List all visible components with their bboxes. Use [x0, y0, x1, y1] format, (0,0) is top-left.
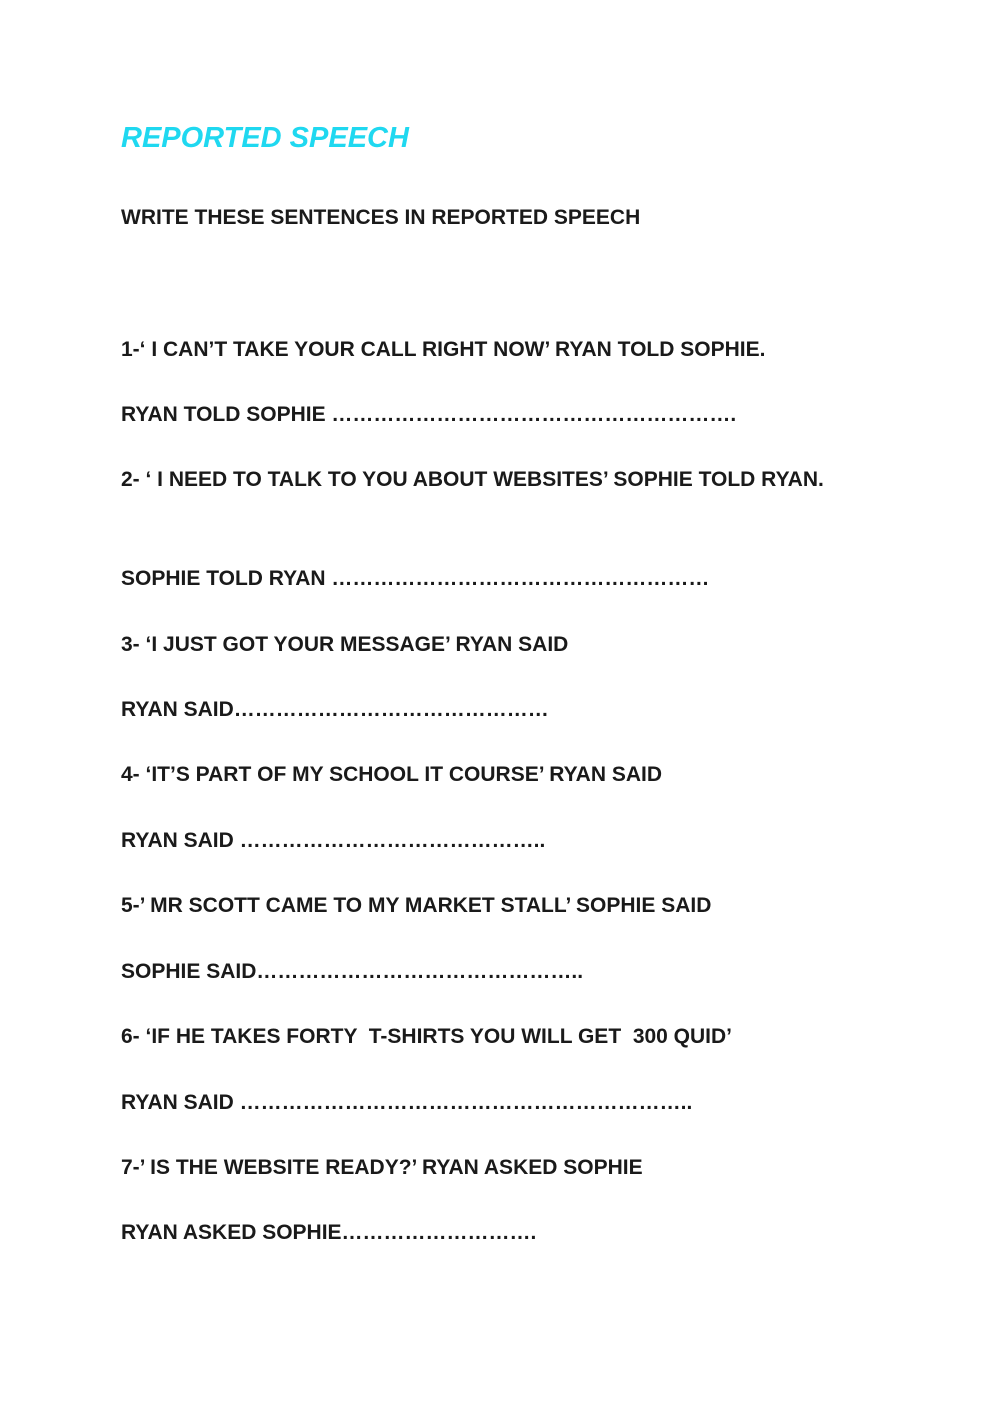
- question-1-prompt: 1-‘ I CAN’T TAKE YOUR CALL RIGHT NOW’ RYAN TOLD SOPHIE.: [121, 338, 766, 361]
- question-2-prompt: 2- ‘ I NEED TO TALK TO YOU ABOUT WEBSITES’ SOPHIE TOLD RYAN.: [121, 468, 824, 491]
- question-7-answer-line[interactable]: RYAN ASKED SOPHIE……………………….: [121, 1221, 537, 1244]
- question-3-answer-line[interactable]: RYAN SAID………………………………………: [121, 698, 549, 721]
- question-7-prompt: 7-’ IS THE WEBSITE READY?’ RYAN ASKED SOPHIE: [121, 1156, 643, 1179]
- question-6-answer-line[interactable]: RYAN SAID ………………………………………………………..: [121, 1091, 693, 1114]
- question-2-answer-line[interactable]: SOPHIE TOLD RYAN ………………………………………………: [121, 567, 710, 590]
- question-4-prompt: 4- ‘IT’S PART OF MY SCHOOL IT COURSE’ RYAN SAID: [121, 763, 663, 786]
- question-5-prompt: 5-’ MR SCOTT CAME TO MY MARKET STALL’ SOPHIE SAID: [121, 894, 712, 917]
- question-5-answer-line[interactable]: SOPHIE SAID………………………………………..: [121, 960, 584, 983]
- question-1-answer-line[interactable]: RYAN TOLD SOPHIE ………………………………………………….: [121, 403, 737, 426]
- instruction: WRITE THESE SENTENCES IN REPORTED SPEECH: [121, 206, 641, 229]
- question-3-prompt: 3- ‘I JUST GOT YOUR MESSAGE’ RYAN SAID: [121, 633, 569, 656]
- question-6-prompt: 6- ‘IF HE TAKES FORTY T-SHIRTS YOU WILL GET 300 QUID’: [121, 1025, 733, 1048]
- question-4-answer-line[interactable]: RYAN SAID ……………………………………..: [121, 829, 546, 852]
- page-title: REPORTED SPEECH: [121, 122, 409, 154]
